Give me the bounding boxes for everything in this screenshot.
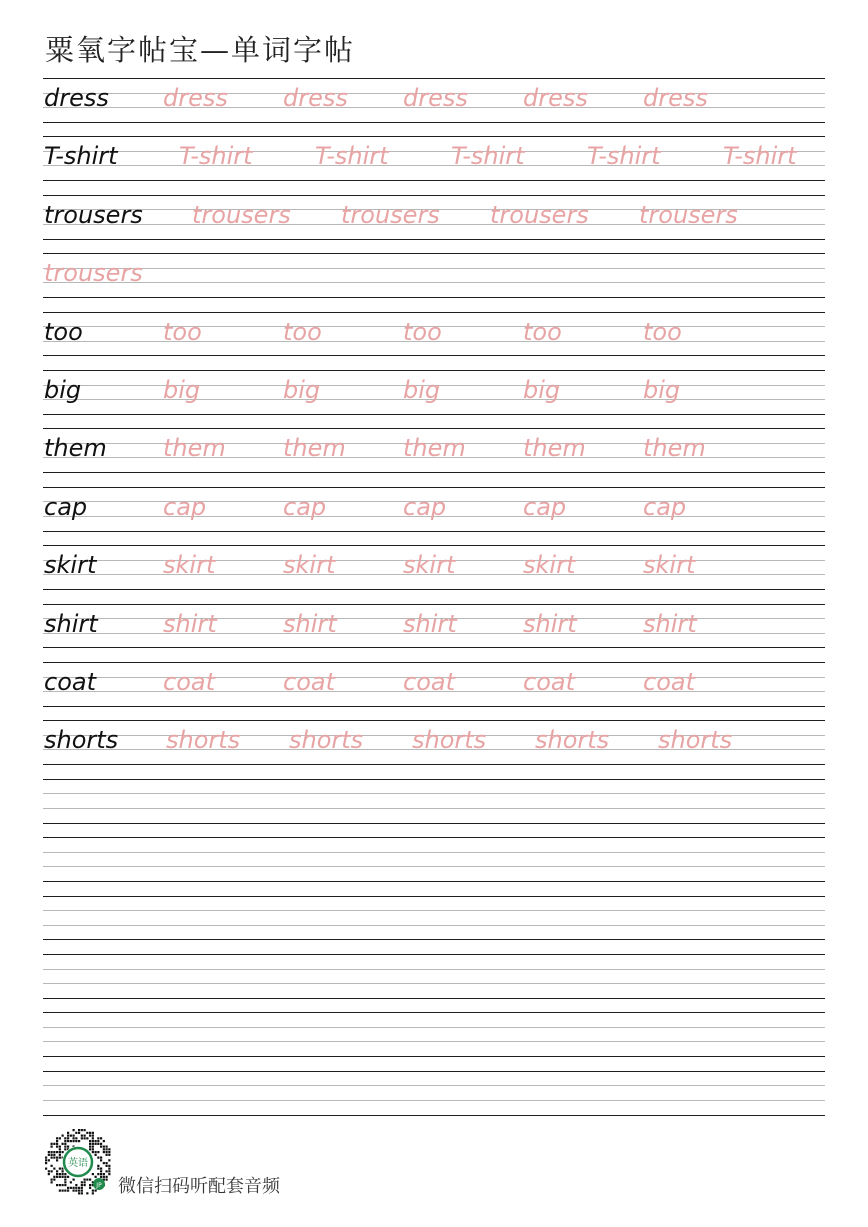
trace-copy: big	[283, 376, 321, 404]
trace-copy: cap	[163, 492, 207, 521]
rule-line	[43, 282, 825, 283]
trace-copy: dress	[643, 84, 708, 112]
practice-word: T-shirt	[44, 142, 118, 171]
rule-line	[43, 998, 825, 999]
rule-line	[43, 312, 825, 313]
rule-line	[43, 852, 825, 853]
rule-line	[43, 268, 825, 269]
trace-copy: trousers	[341, 200, 440, 229]
rule-line	[43, 793, 825, 794]
rule-line	[43, 720, 825, 721]
rule-line	[43, 355, 825, 356]
trace-copy: them	[523, 434, 586, 463]
trace-copy: T-shirt	[587, 142, 661, 171]
trace-copy: dress	[403, 84, 468, 112]
practice-word: shorts	[44, 726, 119, 755]
rule-line	[43, 662, 825, 663]
trace-copy: cap	[283, 492, 327, 521]
trace-copy: them	[643, 434, 706, 463]
rule-line	[43, 1100, 825, 1101]
trace-copy: trousers	[490, 200, 589, 229]
rule-line	[43, 136, 825, 137]
handwriting-sheet	[43, 0, 825, 1227]
trace-copy: coat	[163, 668, 215, 696]
rule-line	[43, 837, 825, 838]
rule-line	[43, 764, 825, 765]
rule-line	[43, 1027, 825, 1028]
rule-line	[43, 472, 825, 473]
trace-copy: shirt	[163, 609, 217, 638]
trace-copy: too	[643, 317, 682, 346]
trace-copy: them	[403, 434, 466, 463]
trace-copy: shorts	[289, 726, 364, 755]
rule-line	[43, 370, 825, 371]
rule-line	[43, 647, 825, 648]
trace-copy: dress	[163, 84, 228, 112]
rule-line	[43, 808, 825, 809]
rule-line	[43, 881, 825, 882]
trace-copy: too	[283, 317, 322, 346]
trace-copy: trousers	[192, 200, 291, 229]
trace-copy: trousers	[44, 259, 143, 288]
trace-copy: cap	[643, 492, 687, 521]
trace-copy: big	[403, 376, 441, 404]
rule-line	[43, 1041, 825, 1042]
trace-copy: them	[163, 434, 226, 463]
rule-line	[43, 589, 825, 590]
rule-line	[43, 531, 825, 532]
practice-word: them	[44, 434, 107, 463]
trace-copy: big	[163, 376, 201, 404]
rule-line	[43, 239, 825, 240]
practice-word: cap	[44, 492, 88, 521]
trace-copy: skirt	[283, 551, 336, 580]
trace-copy: coat	[643, 668, 695, 696]
trace-copy: big	[643, 376, 681, 404]
trace-copy: dress	[523, 84, 588, 112]
trace-copy: too	[163, 317, 202, 346]
rule-line	[43, 969, 825, 970]
rule-line	[43, 545, 825, 546]
rule-line	[43, 195, 825, 196]
rule-line	[43, 954, 825, 955]
trace-copy: them	[283, 434, 346, 463]
rule-line	[43, 1012, 825, 1013]
practice-word: skirt	[44, 551, 97, 580]
rule-line	[43, 297, 825, 298]
trace-copy: dress	[283, 84, 348, 112]
rule-line	[43, 1115, 825, 1116]
qr-corner-label: JP	[96, 1182, 102, 1189]
rule-line	[43, 866, 825, 867]
trace-copy: T-shirt	[723, 142, 797, 171]
rule-line	[43, 253, 825, 254]
rule-line	[43, 896, 825, 897]
trace-copy: shirt	[283, 609, 337, 638]
trace-copy: skirt	[163, 551, 216, 580]
page-title: 粟氧字帖宝—单词字帖	[45, 33, 356, 67]
rule-line	[43, 779, 825, 780]
trace-copy: coat	[523, 668, 575, 696]
qr-code-icon	[42, 1126, 114, 1198]
trace-copy: coat	[283, 668, 335, 696]
rule-line	[43, 604, 825, 605]
practice-word: dress	[44, 84, 109, 112]
rule-line	[43, 925, 825, 926]
rule-line	[43, 910, 825, 911]
practice-word: big	[44, 376, 82, 404]
rule-line	[43, 823, 825, 824]
practice-word: coat	[44, 668, 96, 696]
trace-copy: T-shirt	[315, 142, 389, 171]
rule-line	[43, 78, 825, 79]
trace-copy: shirt	[523, 609, 577, 638]
trace-copy: shorts	[658, 726, 733, 755]
rule-line	[43, 165, 825, 166]
rule-line	[43, 983, 825, 984]
trace-copy: skirt	[403, 551, 456, 580]
rule-line	[43, 414, 825, 415]
rule-line	[43, 487, 825, 488]
practice-word: too	[44, 317, 83, 346]
trace-copy: coat	[403, 668, 455, 696]
rule-line	[43, 1071, 825, 1072]
rule-line	[43, 122, 825, 123]
rule-line	[43, 939, 825, 940]
trace-copy: skirt	[643, 551, 696, 580]
qr-badge-label: 英语	[68, 1158, 88, 1169]
trace-copy: shorts	[166, 726, 241, 755]
practice-word: trousers	[44, 200, 143, 229]
trace-copy: T-shirt	[451, 142, 525, 171]
qr-caption: 微信扫码听配套音频	[118, 1176, 280, 1197]
trace-copy: cap	[523, 492, 567, 521]
trace-copy: too	[403, 317, 442, 346]
trace-copy: shorts	[535, 726, 610, 755]
rule-line	[43, 151, 825, 152]
rule-line	[43, 1085, 825, 1086]
trace-copy: shirt	[643, 609, 697, 638]
trace-copy: skirt	[523, 551, 576, 580]
trace-copy: shorts	[412, 726, 487, 755]
trace-copy: big	[523, 376, 561, 404]
rule-line	[43, 706, 825, 707]
practice-word: shirt	[44, 609, 98, 638]
trace-copy: T-shirt	[179, 142, 253, 171]
rule-line	[43, 180, 825, 181]
trace-copy: too	[523, 317, 562, 346]
trace-copy: trousers	[639, 200, 738, 229]
trace-copy: cap	[403, 492, 447, 521]
trace-copy: shirt	[403, 609, 457, 638]
rule-line	[43, 1056, 825, 1057]
rule-line	[43, 428, 825, 429]
